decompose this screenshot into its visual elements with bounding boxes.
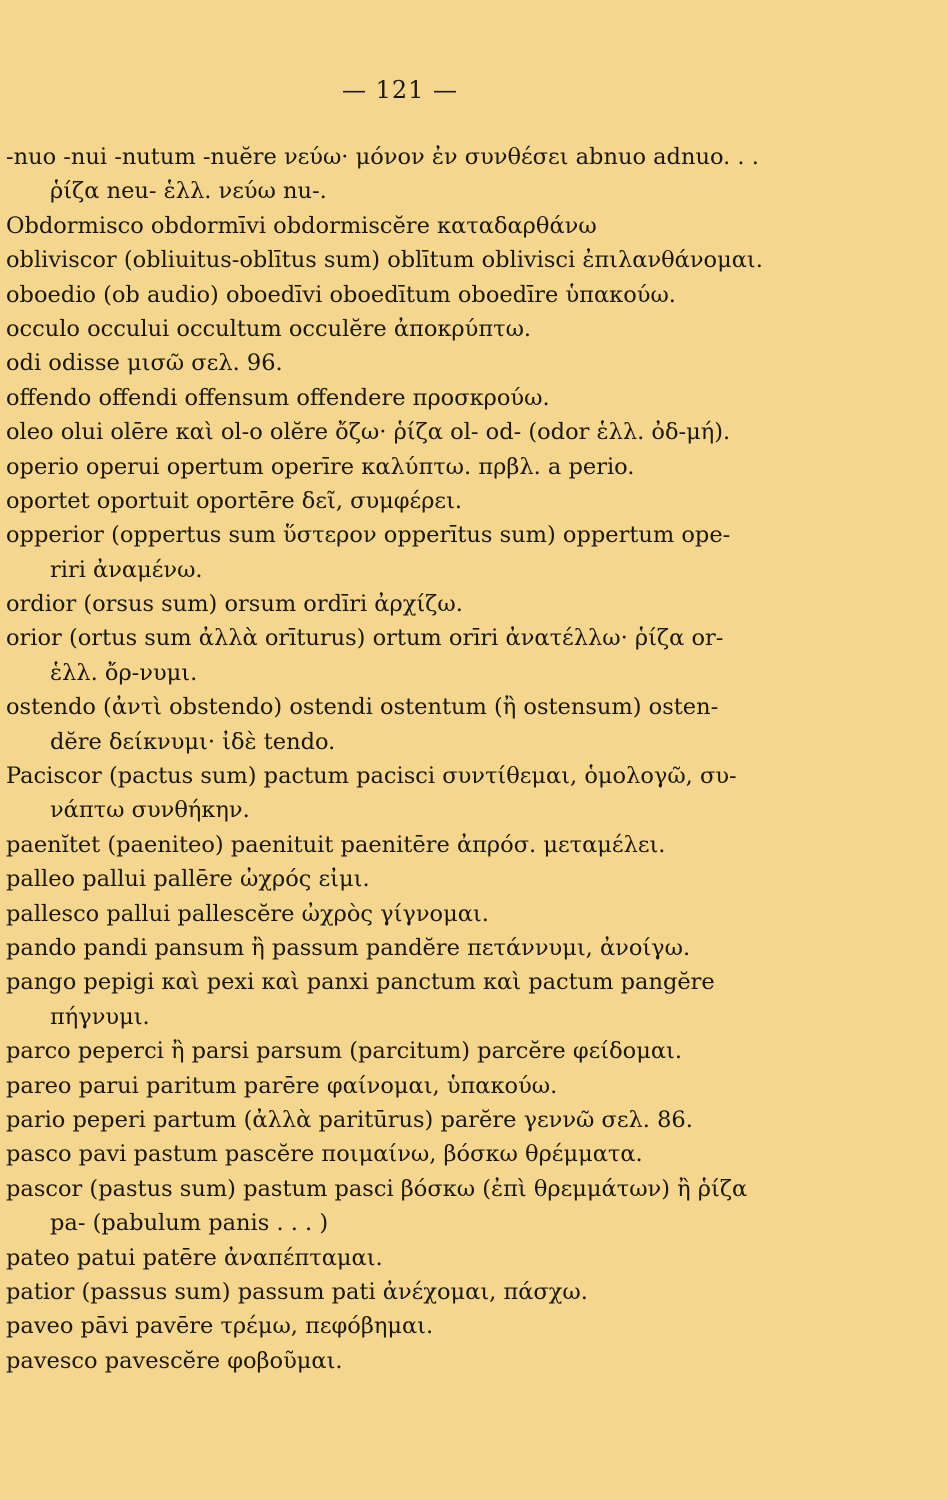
entry-continuation-line: riri ἀναμένω. [50,556,203,583]
entry-line: palleo pallui pallēre ὠχρός εἰμι. [6,866,370,893]
entry-line: -nuo -nui -nutum -nuĕre νεύω· μόνον ἐν συνθέσει abnuo adnuo. . . [6,144,759,170]
entry-line: obliviscor (obliuitus-oblītus sum) oblītum oblivisci ἐπιλανθάνομαι. [6,247,763,274]
entry-continuation-line: ἑλλ. ὄρ-νυμι. [50,659,198,686]
entry-line: operio operui opertum operīre καλύπτω. πρβλ. a perio. [6,453,635,480]
entry-line: patior (passus sum) passum pati ἀνέχομαι, πάσχω. [6,1278,588,1305]
entry-line: occulo occului occultum occulĕre ἀποκρύπτω. [6,315,532,342]
entry-line: pallesco pallui pallescĕre ὠχρὸς γίγνομαι. [6,900,489,927]
entry-line: pavesco pavescĕre φοβοῦμαι. [6,1347,343,1374]
entry-line: paenĭtet (paeniteo) paenituit paenitēre ἀπρόσ. μεταμέλει. [6,831,666,858]
dictionary-entries [6,140,846,1378]
entry-line: ordior (orsus sum) orsum ordīri ἀρχίζω. [6,591,463,618]
entry-line: offendo offendi offensum offendere προσκρούω. [6,384,550,411]
entry-line: orior (ortus sum ἀλλὰ orīturus) ortum orīri ἀνατέλλω· ῥίζα or- [6,625,724,652]
entry-continuation-line: πήγνυμι. [50,1003,150,1030]
entry-line: parco peperci ἢ parsi parsum (parcitum) parcĕre φείδομαι. [6,1038,682,1065]
entry-line: oleo olui olēre καὶ ol-o olĕre ὄζω· ῥίζα ol- od- (odor ἑλλ. ὀδ-μή). [6,419,731,446]
entry-continuation-line: pa- (pabulum panis . . . ) [50,1210,329,1237]
entry-continuation-line: ῥίζα neu- ἑλλ. νεύω nu-. [50,178,327,205]
entry-line: pateo patui patēre ἀναπέπταμαι. [6,1244,383,1271]
entry-line: pando pandi pansum ἢ passum pandĕre πετάννυμι, ἀνοίγω. [6,934,691,961]
entry-line: opperior (oppertus sum ὕστερον opperītus sum) oppertum ope- [6,522,731,549]
entry-line: paveo pāvi pavēre τρέμω, πεφόβημαι. [6,1313,434,1340]
entry-line: Paciscor (pactus sum) pactum pacisci συντίθεμαι, ὁμολογῶ, συ- [6,763,737,790]
entry-line: pareo parui paritum parēre φαίνομαι, ὑπακούω. [6,1072,558,1099]
entry-line: oboedio (ob audio) oboedīvi oboedītum oboedīre ὑπακούω. [6,281,676,308]
page-number: — 121 — [341,76,459,104]
entry-line: oportet oportuit oportēre δεῖ, συμφέρει. [6,487,463,514]
entry-line: pango pepigi καὶ pexi καὶ panxi panctum καὶ pactum pangĕre [6,969,715,996]
entry-line: pascor (pastus sum) pastum pasci βόσκω (ἐπὶ θρεμμάτων) ἢ ῥίζα [6,1175,748,1202]
entry-line: Obdormisco obdormīvi obdormiscĕre καταδαρθάνω [6,212,597,239]
entry-continuation-line: νάπτω συνθήκην. [50,797,250,824]
entry-line: pario peperi partum (ἀλλὰ paritūrus) parĕre γεννῶ σελ. 86. [6,1106,693,1133]
entry-line: ostendo (ἀντὶ obstendo) ostendi ostentum (ἢ ostensum) osten- [6,694,719,721]
entry-line: odi odisse μισῶ σελ. 96. [6,350,283,377]
entry-continuation-line: dĕre δείκνυμι· ἰδὲ tendo. [50,728,336,755]
entry-line: pasco pavi pastum pascĕre ποιμαίνω, βόσκω θρέμματα. [6,1141,643,1168]
